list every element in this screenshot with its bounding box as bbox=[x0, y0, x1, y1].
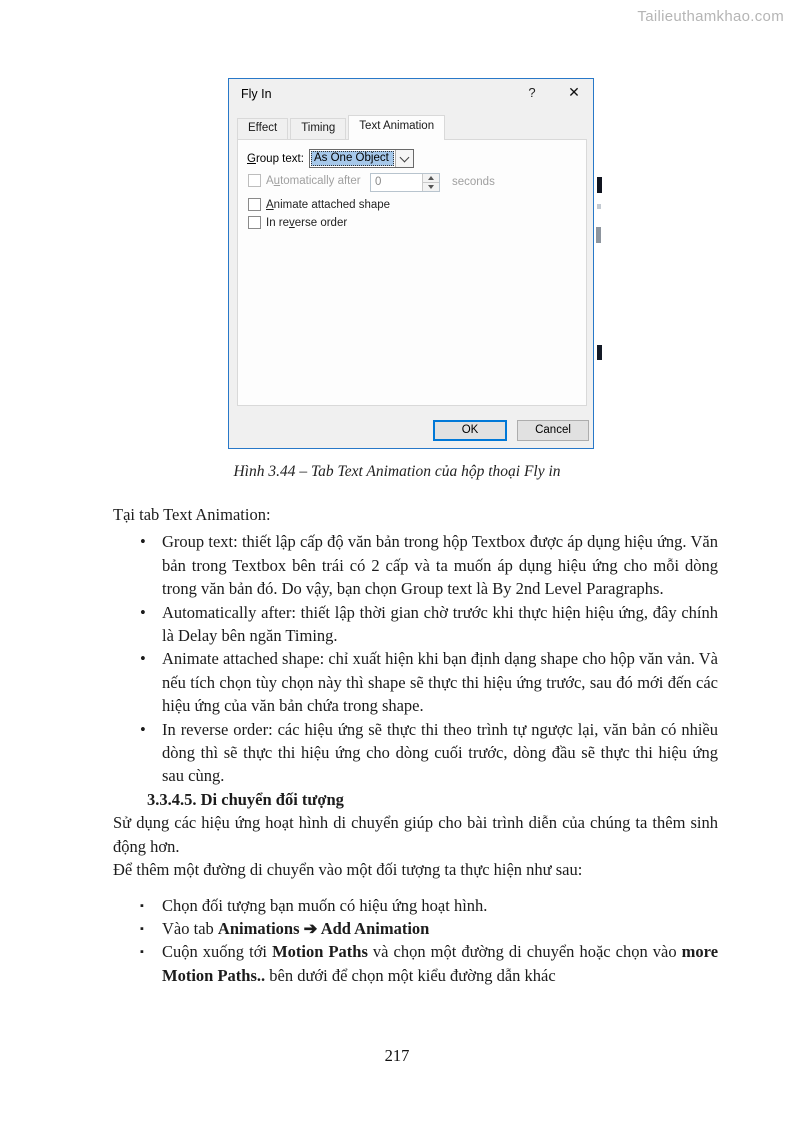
group-text-label: Group text: bbox=[247, 153, 304, 165]
square-bullet-icon: ▪ bbox=[140, 946, 144, 959]
bullet-list bbox=[113, 530, 718, 787]
animate-attached-shape-checkbox[interactable] bbox=[248, 198, 261, 211]
chevron-down-icon bbox=[400, 152, 410, 162]
dropdown-arrow[interactable] bbox=[395, 150, 413, 167]
background-window-fragment bbox=[597, 177, 602, 193]
bullet-text: Automatically after: thiết lập thời gian chờ trước khi thực hiện hiệu ứng, đây chính là Delay bên ngăn Timing. bbox=[162, 602, 718, 646]
group-text-dropdown[interactable] bbox=[309, 149, 414, 168]
ok-button[interactable]: OK bbox=[433, 420, 507, 441]
background-window-fragment bbox=[597, 204, 601, 209]
step-text: Chọn đối tượng bạn muốn có hiệu ứng hoạt hình. bbox=[162, 895, 488, 915]
intro-paragraph: Tại tab Text Animation: bbox=[113, 505, 271, 524]
help-icon[interactable]: ? bbox=[528, 85, 536, 100]
animate-attached-shape-row bbox=[248, 198, 390, 211]
spinner-down-button[interactable] bbox=[423, 183, 439, 191]
bullet-icon: • bbox=[140, 649, 146, 669]
text-animation-panel bbox=[237, 139, 587, 406]
automatically-after-checkbox[interactable] bbox=[248, 174, 261, 187]
automatically-after-label: Automatically after bbox=[266, 174, 361, 187]
spinner-value: 0 bbox=[375, 176, 382, 188]
in-reverse-order-label: In reverse order bbox=[266, 216, 348, 229]
bullet-icon: • bbox=[140, 532, 146, 552]
in-reverse-order-row bbox=[248, 216, 347, 229]
dialog-title: Fly In bbox=[241, 87, 272, 101]
body-paragraph: Để thêm một đường di chuyển vào một đối tượng ta thực hiện như sau: bbox=[113, 860, 583, 880]
step-text: Cuộn xuống tới Motion Paths và chọn một đường di chuyển hoặc chọn vào more Motion Paths.. bên dưới để chọn một kiểu đường dẫn khác bbox=[162, 942, 719, 985]
list-item bbox=[113, 940, 718, 987]
bullet-text: In reverse order: các hiệu ứng sẽ thực thi theo trình tự ngược lại, văn bản có nhiều dòng thì sẽ thực thi hiệu ứng cho dòng cuối trước, dòng đầu sẽ thực thi hiệu ứng sau cùng. bbox=[162, 719, 718, 786]
dialog-tabstrip bbox=[237, 115, 447, 139]
seconds-label: seconds bbox=[452, 176, 495, 188]
bullet-icon: • bbox=[140, 602, 146, 622]
square-bullet-icon: ▪ bbox=[140, 922, 144, 935]
bullet-icon: • bbox=[140, 719, 146, 739]
list-item bbox=[113, 894, 718, 917]
step-text: Vào tab Animations ➔ Add Animation bbox=[162, 918, 430, 938]
automatically-after-row bbox=[248, 174, 361, 187]
list-item bbox=[113, 718, 718, 788]
page-number: 217 bbox=[384, 1046, 410, 1065]
background-window-fragment bbox=[597, 345, 602, 360]
tab-timing[interactable]: Timing bbox=[290, 118, 346, 139]
in-reverse-order-checkbox[interactable] bbox=[248, 216, 261, 229]
bullet-text: Group text: thiết lập cấp độ văn bản trong hộp Textbox được áp dụng hiệu ứng. Văn bản trong Textbox bên trái có 2 cấp và ta muốn áp dụng hiệu ứng cho mỗi dòng trong văn bản đó. Do vậy, bạn chọn Group text là By 2nd Level Paragraphs. bbox=[162, 532, 718, 599]
spinner-buttons bbox=[422, 174, 439, 191]
document-body bbox=[113, 503, 718, 987]
triangle-down-icon bbox=[428, 185, 434, 189]
animate-attached-shape-label: Animate attached shape bbox=[266, 198, 391, 211]
figure-caption: Hình 3.44 – Tab Text Animation của hộp thoại Fly in bbox=[233, 463, 561, 480]
body-paragraph: Sử dụng các hiệu ứng hoạt hình di chuyển giúp cho bài trình diễn của chúng ta thêm sinh động hơn. bbox=[113, 813, 718, 856]
site-watermark: Tailieuthamkhao.com bbox=[637, 8, 784, 25]
list-item bbox=[113, 601, 718, 648]
tab-text-animation[interactable]: Text Animation bbox=[348, 115, 445, 140]
list-item bbox=[113, 647, 718, 717]
step-list bbox=[113, 894, 718, 988]
cancel-button[interactable]: Cancel bbox=[517, 420, 589, 441]
background-window-fragment bbox=[596, 227, 601, 243]
group-text-value: As One Object bbox=[311, 151, 394, 166]
list-item bbox=[113, 530, 718, 600]
square-bullet-icon: ▪ bbox=[140, 899, 144, 912]
fly-in-dialog bbox=[228, 78, 594, 449]
seconds-spinner[interactable] bbox=[370, 173, 440, 192]
spinner-up-button[interactable] bbox=[423, 174, 439, 183]
close-icon[interactable]: ✕ bbox=[568, 84, 580, 100]
tab-effect[interactable]: Effect bbox=[237, 118, 288, 139]
section-heading: 3.3.4.5. Di chuyển đối tượng bbox=[147, 789, 344, 809]
bullet-text: Animate attached shape: chỉ xuất hiện khi bạn định dạng shape cho hộp văn vản. Và nếu tích chọn tùy chọn này thì shape sẽ thực thi hiệu ứng trước, sau đó mới đến các hiệu ứng của văn bản chứa trong shape. bbox=[162, 649, 718, 716]
list-item bbox=[113, 917, 718, 940]
triangle-up-icon bbox=[428, 176, 434, 180]
